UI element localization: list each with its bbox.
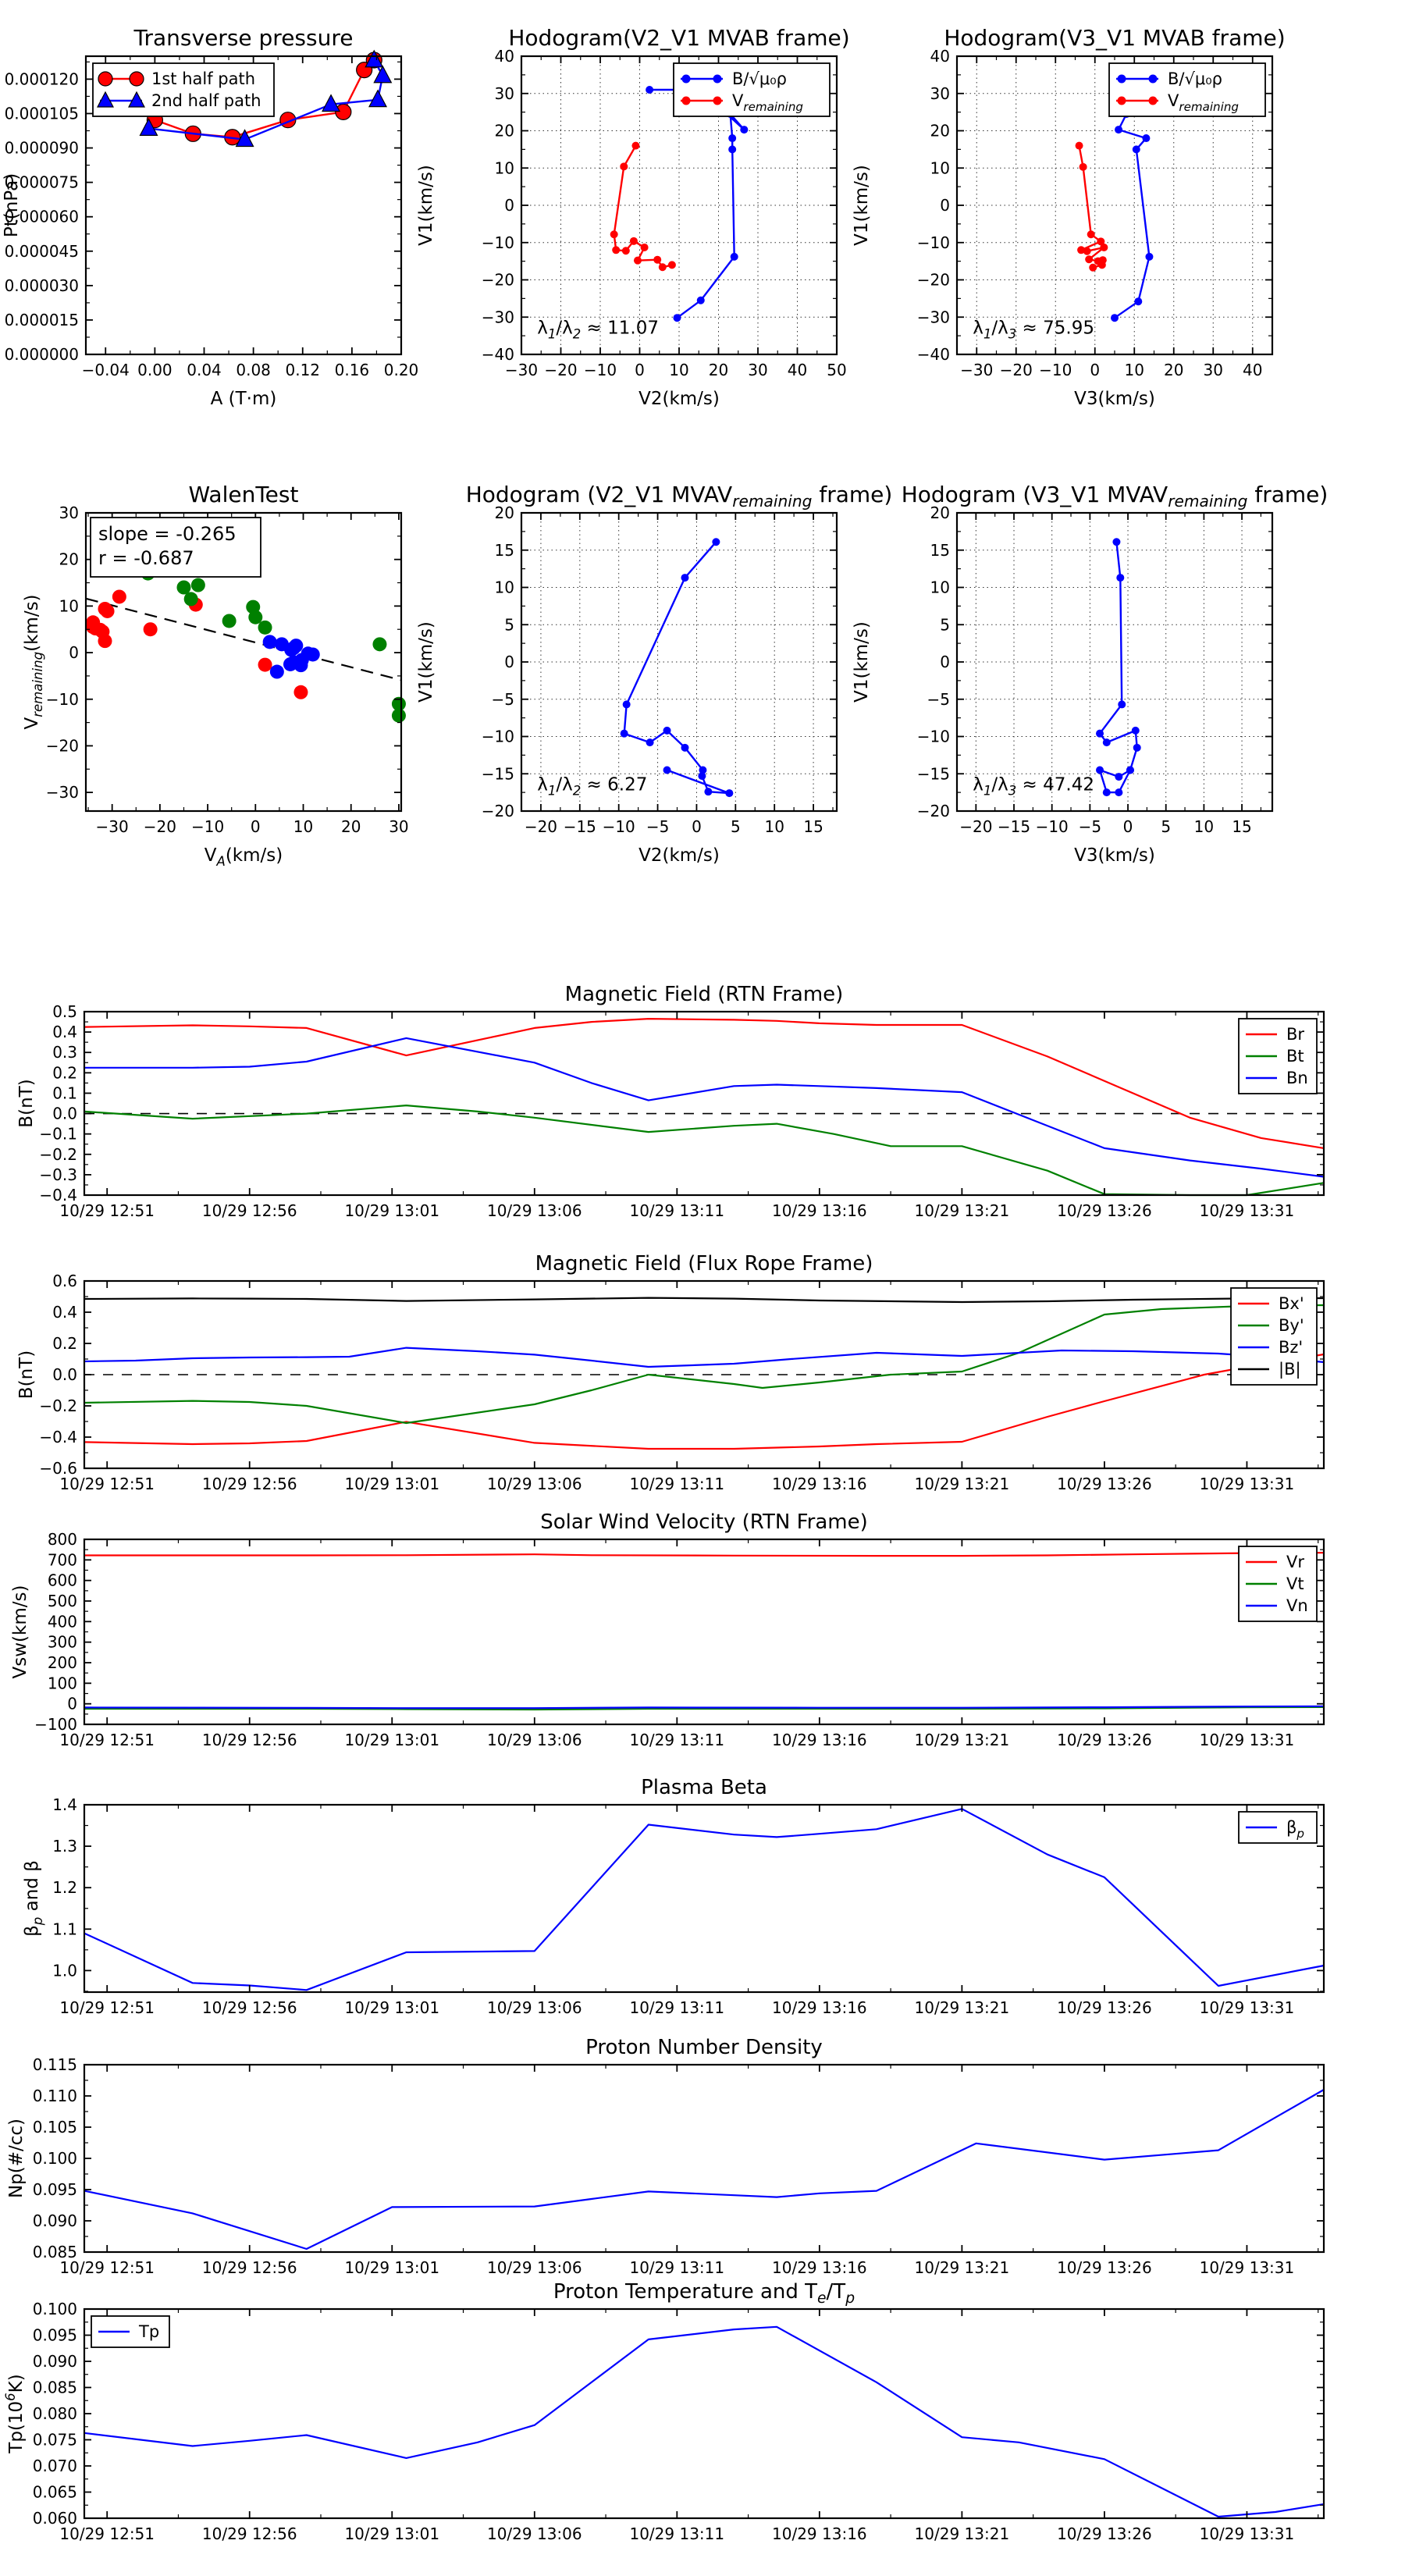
hodogram-v3v1-mvab-xtick: −20: [999, 361, 1033, 379]
hodogram-v3v1-mvav-ytick: −15: [916, 764, 950, 784]
transverse-pressure-xtick: 0.00: [137, 361, 173, 379]
magnetic-field-rtn-xtick: 10/29 12:51: [59, 1201, 155, 1220]
plasma-beta-xtick: 10/29 13:16: [772, 1998, 867, 2017]
hodogram-v2v1-mvav-ytick: 10: [494, 578, 514, 597]
solar-wind-velocity-ytick: −100: [34, 1715, 77, 1734]
magnetic-field-rtn-legend-label: Br: [1286, 1025, 1305, 1044]
plasma-beta-title: Plasma Beta: [641, 1776, 767, 1799]
hodogram-v3v1-mvav-xlabel: V3(km/s): [1074, 845, 1155, 866]
proton-temperature-legend: [91, 2316, 169, 2347]
hodogram-v3v1-mvav-title: Hodogram (V3_V1 $MVAV_{remaining}$ frame): [901, 482, 1329, 511]
hodogram-v2v1-mvab-series-v-remaining: [610, 142, 676, 272]
hodogram-v2v1-mvav-ytick: 15: [494, 540, 514, 560]
hodogram-v3v1-mvab-ylabel: V1(km/s): [852, 165, 872, 246]
proton-number-density-ytick: 0.100: [32, 2149, 77, 2168]
walen-test-xtick: 10: [293, 817, 314, 836]
walen-test-textbox-line: r = -0.687: [98, 547, 194, 569]
magnetic-field-fluxrope-ytick: −0.4: [39, 1428, 77, 1446]
solar-wind-velocity-xtick: 10/29 13:31: [1199, 1731, 1295, 1749]
magnetic-field-rtn-ytick: 0.0: [52, 1104, 77, 1123]
magnetic-field-rtn-ytick: 0.1: [52, 1083, 77, 1103]
transverse-pressure-ytick: 0.000030: [4, 276, 79, 295]
hodogram-v2v1-mvab-ytick: 40: [494, 47, 514, 66]
magnetic-field-rtn-ytick: 0.2: [52, 1063, 77, 1083]
proton-temperature-ytick: 0.090: [32, 2352, 77, 2371]
solar-wind-velocity-xtick: 10/29 13:01: [344, 1731, 440, 1749]
magnetic-field-rtn-xtick: 10/29 13:31: [1199, 1201, 1295, 1220]
walen-test-ytick: −10: [45, 689, 79, 709]
walen-test-xtick: 0: [250, 817, 261, 836]
solar-wind-velocity-legend-label: Vn: [1286, 1596, 1308, 1615]
walen-test-xtick: −30: [95, 817, 129, 836]
proton-temperature-xtick: 10/29 13:26: [1057, 2524, 1152, 2543]
magnetic-field-rtn-ytick: 0.4: [52, 1023, 77, 1042]
walen-test-xtick: 20: [341, 817, 361, 836]
solar-wind-velocity-title: Solar Wind Velocity (RTN Frame): [540, 1510, 868, 1534]
magnetic-field-fluxrope-xtick: 10/29 13:26: [1057, 1475, 1152, 1493]
proton-number-density-xtick: 10/29 12:56: [201, 2258, 297, 2277]
hodogram-v2v1-mvav-ytick: −20: [481, 802, 514, 820]
hodogram-v2v1-mvab-ytick: −20: [481, 270, 514, 290]
hodogram-v2v1-mvav-ylabel: V1(km/s): [416, 621, 436, 703]
transverse-pressure-xtick: 0.16: [334, 361, 370, 379]
magnetic-field-rtn-legend-label: Bt: [1286, 1047, 1304, 1066]
magnetic-field-fluxrope-legend-label: |B|: [1279, 1360, 1301, 1379]
hodogram-v2v1-mvav-ytick: −15: [481, 764, 514, 784]
hodogram-v3v1-mvab-xtick: 20: [1164, 361, 1184, 379]
hodogram-v3v1-mvav-ytick: −20: [916, 802, 950, 820]
hodogram-v2v1-mvab-xtick: 50: [827, 361, 847, 379]
proton-number-density-ytick: 0.115: [32, 2055, 77, 2074]
proton-number-density-xtick: 10/29 13:06: [486, 2258, 582, 2277]
transverse-pressure-xtick: 0.04: [187, 361, 222, 379]
hodogram-v2v1-mvab-annotation: $\lambda_1/\lambda_2 \approx 11.07$: [537, 318, 660, 342]
proton-temperature-ytick: 0.095: [32, 2325, 77, 2345]
transverse-pressure-xtick: 0.20: [383, 361, 419, 379]
proton-number-density-ytick: 0.090: [32, 2211, 77, 2230]
hodogram-v3v1-mvab-ytick: −40: [916, 345, 950, 364]
transverse-pressure-xtick: −0.04: [81, 361, 130, 379]
hodogram-v2v1-mvav-xlabel: V2(km/s): [638, 845, 720, 866]
solar-wind-velocity-ylabel: Vsw(km/s): [10, 1585, 30, 1679]
hodogram-v3v1-mvab-ytick: −30: [916, 308, 950, 327]
hodogram-v2v1-mvav-xtick: 10: [764, 817, 784, 836]
magnetic-field-fluxrope-ytick: −0.6: [39, 1459, 77, 1478]
magnetic-field-rtn-xtick: 10/29 13:11: [629, 1201, 725, 1220]
walen-test-ytick: 0: [69, 643, 79, 663]
hodogram-v2v1-mvav-ytick: 20: [494, 503, 514, 522]
solar-wind-velocity-series-vr: [84, 1553, 1324, 1556]
hodogram-v2v1-mvab-ytick: −10: [481, 233, 514, 252]
hodogram-v3v1-mvab-ytick: −10: [916, 233, 950, 252]
hodogram-v2v1-mvav-xtick: 5: [730, 817, 741, 836]
magnetic-field-rtn-ylabel: B(nT): [16, 1079, 37, 1128]
hodogram-v3v1-mvav-ylabel: V1(km/s): [852, 621, 872, 703]
magnetic-field-rtn-ytick: 0.5: [52, 1002, 77, 1021]
proton-number-density-ytick: 0.110: [32, 2087, 77, 2105]
hodogram-v3v1-mvav-series-v-hodogram: [1096, 538, 1141, 796]
magnetic-field-fluxrope-title: Magnetic Field (Flux Rope Frame): [535, 1252, 873, 1276]
proton-temperature-xtick: 10/29 13:01: [344, 2524, 440, 2543]
hodogram-v3v1-mvab-ytick: 40: [930, 47, 950, 66]
magnetic-field-fluxrope-xtick: 10/29 13:31: [1199, 1475, 1295, 1493]
walen-test-ytick: 10: [59, 596, 79, 616]
hodogram-v2v1-mvab-xlabel: V2(km/s): [638, 389, 720, 409]
transverse-pressure-ytick: 0.000075: [4, 173, 79, 192]
transverse-pressure-ytick: 0.000000: [4, 345, 79, 364]
solar-wind-velocity-ytick: 200: [47, 1653, 77, 1672]
hodogram-v3v1-mvav-xtick: −20: [959, 817, 993, 836]
proton-temperature-ytick: 0.080: [32, 2404, 77, 2423]
hodogram-v3v1-mvav-xtick: 10: [1193, 817, 1215, 836]
hodogram-v3v1-mvab-xlabel: V3(km/s): [1074, 389, 1155, 409]
hodogram-v2v1-mvab-legend: [674, 63, 830, 116]
solar-wind-velocity-xtick: 10/29 13:06: [486, 1731, 582, 1749]
magnetic-field-fluxrope-legend: [1231, 1288, 1317, 1385]
solar-wind-velocity-xtick: 10/29 13:26: [1057, 1731, 1152, 1749]
proton-temperature-ytick: 0.085: [32, 2378, 77, 2397]
walen-test-ytick: −20: [45, 736, 79, 756]
proton-temperature-series-tp: [84, 2327, 1324, 2517]
solar-wind-velocity-legend-label: Vr: [1286, 1553, 1304, 1571]
solar-wind-velocity-ytick: 0: [67, 1694, 77, 1713]
plasma-beta-xtick: 10/29 13:01: [344, 1998, 440, 2017]
hodogram-v2v1-mvav-series-v-hodogram: [621, 538, 734, 797]
hodogram-v2v1-mvab-title: Hodogram(V2_V1 MVAB frame): [508, 25, 850, 51]
hodogram-v2v1-mvab-xtick: −30: [504, 361, 539, 379]
hodogram-v3v1-mvav-ytick: −10: [916, 727, 950, 746]
solar-wind-velocity-ytick: 600: [47, 1571, 77, 1590]
hodogram-v2v1-mvav-plot: [416, 482, 892, 866]
plasma-beta-ytick: 1.1: [52, 1920, 77, 1939]
hodogram-v2v1-mvav-xtick: −15: [563, 817, 596, 836]
transverse-pressure-plot: [2, 25, 418, 409]
magnetic-field-rtn-plot: [16, 983, 1324, 1220]
magnetic-field-rtn-ytick: −0.2: [39, 1144, 77, 1164]
plasma-beta-xtick: 10/29 12:51: [59, 1998, 155, 2017]
hodogram-v2v1-mvab-xtick: 30: [748, 361, 768, 379]
magnetic-field-fluxrope-legend-label: Bz': [1279, 1338, 1304, 1357]
magnetic-field-rtn-legend: [1239, 1019, 1317, 1094]
hodogram-v3v1-mvab-title: Hodogram(V3_V1 MVAB frame): [944, 25, 1286, 51]
hodogram-v2v1-mvav-ytick: −10: [481, 727, 514, 746]
walen-test-ylabel: $V_{remaining}(km/s)$: [22, 594, 45, 730]
solar-wind-velocity-ytick: 100: [47, 1674, 77, 1693]
magnetic-field-rtn-xtick: 10/29 13:06: [486, 1201, 582, 1220]
solar-wind-velocity-xtick: 10/29 12:56: [201, 1731, 297, 1749]
hodogram-v2v1-mvab-ytick: 10: [494, 158, 514, 178]
magnetic-field-fluxrope-xtick: 10/29 13:11: [629, 1475, 725, 1493]
transverse-pressure-legend-label: 2nd half path: [151, 91, 261, 110]
magnetic-field-rtn-series-bn: [84, 1038, 1324, 1177]
hodogram-v3v1-mvav-xtick: −5: [1078, 817, 1102, 836]
magnetic-field-rtn-xtick: 10/29 12:56: [201, 1201, 297, 1220]
plasma-beta-ylabel: $\beta_p$ and β: [22, 1860, 45, 1937]
solar-wind-velocity-ytick: 500: [47, 1592, 77, 1610]
proton-number-density-ytick: 0.105: [32, 2118, 77, 2137]
magnetic-field-fluxrope-ylabel: B(nT): [16, 1350, 37, 1400]
magnetic-field-rtn-ytick: −0.4: [39, 1186, 77, 1204]
hodogram-v2v1-mvab-ytick: 0: [504, 196, 514, 215]
plasma-beta-ytick: 1.2: [52, 1878, 77, 1898]
solar-wind-velocity-xtick: 10/29 13:11: [629, 1731, 725, 1749]
magnetic-field-rtn-title: Magnetic Field (RTN Frame): [564, 983, 844, 1006]
solar-wind-velocity-ytick: 300: [47, 1632, 77, 1652]
hodogram-v3v1-mvav-xtick: 0: [1122, 817, 1133, 836]
solar-wind-velocity-xtick: 10/29 12:51: [59, 1731, 155, 1749]
walen-test-xtick: 30: [389, 817, 409, 836]
solar-wind-velocity-ytick: 400: [47, 1612, 77, 1631]
hodogram-v3v1-mvab-ytick: −20: [916, 270, 950, 290]
hodogram-v3v1-mvab-xtick: 40: [1243, 361, 1263, 379]
hodogram-v3v1-mvab-xtick: −30: [960, 361, 994, 379]
transverse-pressure-xtick: 0.08: [236, 361, 271, 379]
plasma-beta-xtick: 10/29 13:31: [1199, 1998, 1295, 2017]
plasma-beta-ytick: 1.3: [52, 1837, 77, 1856]
proton-number-density-xtick: 10/29 13:01: [344, 2258, 440, 2277]
plasma-beta-xtick: 10/29 12:56: [201, 1998, 297, 2017]
hodogram-v2v1-mvab-ytick: 20: [494, 121, 514, 141]
plasma-beta-series-beta-p: [84, 1809, 1324, 1990]
proton-temperature-ytick: 0.100: [32, 2300, 77, 2318]
proton-number-density-ylabel: Np(#/cc): [6, 2118, 27, 2199]
hodogram-v2v1-mvab-plot: [416, 25, 850, 409]
magnetic-field-fluxrope-xtick: 10/29 12:56: [201, 1475, 297, 1493]
walen-test-ytick: −30: [45, 783, 79, 802]
hodogram-v3v1-mvav-ytick: 15: [930, 540, 950, 560]
plasma-beta-plot: [22, 1776, 1324, 2017]
transverse-pressure-legend: [93, 63, 274, 116]
hodogram-v3v1-mvab-xtick: 30: [1203, 361, 1223, 379]
transverse-pressure-ytick: 0.000015: [4, 310, 79, 329]
hodogram-v2v1-mvav-xtick: 15: [803, 817, 823, 836]
hodogram-v2v1-mvav-title: Hodogram (V2_V1 $MVAV_{remaining}$ frame): [465, 482, 893, 511]
proton-temperature-xtick: 10/29 13:21: [914, 2524, 1010, 2543]
transverse-pressure-ytick: 0.000105: [4, 104, 79, 123]
hodogram-v2v1-mvab-xtick: 40: [787, 361, 808, 379]
magnetic-field-rtn-ytick: 0.3: [52, 1043, 77, 1062]
hodogram-v2v1-mvab-ylabel: V1(km/s): [416, 165, 436, 246]
walen-test-xlabel: $V_A(km/s)$: [204, 845, 283, 869]
proton-temperature-legend-label: Tp: [139, 2322, 160, 2341]
hodogram-v3v1-mvav-annotation: $\lambda_1/\lambda_3 \approx 47.42$: [973, 774, 1095, 799]
magnetic-field-fluxrope-ytick: 0.2: [52, 1334, 77, 1353]
proton-temperature-ytick: 0.070: [32, 2457, 77, 2475]
magnetic-field-rtn-xtick: 10/29 13:01: [344, 1201, 440, 1220]
plasma-beta-ytick: 1.0: [52, 1961, 77, 1980]
proton-temperature-title: Proton Temperature and $T_e/T_p$: [553, 2280, 855, 2307]
magnetic-field-rtn-xtick: 10/29 13:21: [914, 1201, 1010, 1220]
proton-number-density-ytick: 0.095: [32, 2180, 77, 2199]
hodogram-v2v1-mvab-ytick: −40: [481, 345, 514, 364]
transverse-pressure-ytick: 0.000045: [4, 241, 79, 261]
magnetic-field-rtn-legend-label: Bn: [1286, 1069, 1308, 1087]
hodogram-v3v1-mvab-series-b-: [1111, 86, 1153, 322]
magnetic-field-fluxrope-xtick: 10/29 13:01: [344, 1475, 440, 1493]
magnetic-field-fluxrope-legend-label: By': [1279, 1316, 1304, 1335]
hodogram-v2v1-mvab-xtick: 10: [669, 361, 689, 379]
transverse-pressure-ytick: 0.000120: [4, 69, 79, 89]
walen-test-title: WalenTest: [188, 482, 299, 507]
transverse-pressure-xtick: 0.12: [285, 361, 321, 379]
magnetic-field-fluxrope-xtick: 10/29 13:06: [486, 1475, 582, 1493]
magnetic-field-fluxrope-plot: [16, 1252, 1324, 1493]
proton-temperature-ylabel: $Tp(10^6K)$: [3, 2374, 27, 2453]
transverse-pressure-xlabel: A (T·m): [210, 389, 277, 409]
hodogram-v3v1-mvab-plot: [852, 25, 1286, 409]
proton-temperature-ytick: 0.065: [32, 2482, 77, 2502]
solar-wind-velocity-legend-label: Vt: [1286, 1574, 1304, 1593]
hodogram-v3v1-mvab-ytick: 0: [940, 196, 950, 215]
proton-temperature-xtick: 10/29 13:16: [772, 2524, 867, 2543]
hodogram-v3v1-mvav-ytick: −5: [927, 689, 950, 709]
transverse-pressure-ytick: 0.000090: [4, 138, 79, 158]
hodogram-v2v1-mvab-legend-label: $V_{remaining}$: [732, 91, 803, 114]
hodogram-v2v1-mvav-xtick: −10: [602, 817, 635, 836]
magnetic-field-fluxrope-series-bz-: [84, 1348, 1324, 1367]
proton-number-density-xtick: 10/29 13:16: [772, 2258, 867, 2277]
proton-temperature-xtick: 10/29 13:11: [629, 2524, 725, 2543]
hodogram-v3v1-mvab-xtick: 0: [1090, 361, 1101, 379]
hodogram-v2v1-mvav-xtick: −5: [646, 817, 670, 836]
solar-wind-velocity-plot: [10, 1510, 1324, 1749]
proton-number-density-xtick: 10/29 12:51: [59, 2258, 155, 2277]
walen-test-ytick: 30: [59, 503, 79, 522]
hodogram-v3v1-mvav-ytick: 0: [940, 653, 950, 671]
plasma-beta-legend: [1239, 1812, 1317, 1843]
magnetic-field-rtn-series-bt: [84, 1105, 1324, 1195]
proton-number-density-xtick: 10/29 13:21: [914, 2258, 1010, 2277]
proton-number-density-xtick: 10/29 13:11: [629, 2258, 725, 2277]
proton-temperature-ytick: 0.060: [32, 2509, 77, 2528]
hodogram-v2v1-mvab-xtick: 0: [635, 361, 645, 379]
magnetic-field-rtn-ytick: −0.3: [39, 1165, 77, 1184]
hodogram-v3v1-mvav-xtick: −15: [997, 817, 1031, 836]
hodogram-v2v1-mvab-xtick: 20: [708, 361, 729, 379]
walen-test-xtick: −20: [143, 817, 176, 836]
hodogram-v3v1-mvab-annotation: $\lambda_1/\lambda_3 \approx 75.95$: [973, 318, 1095, 342]
proton-number-density-ytick: 0.085: [32, 2243, 77, 2261]
proton-temperature-xtick: 10/29 12:56: [201, 2524, 297, 2543]
plasma-beta-xtick: 10/29 13:26: [1057, 1998, 1152, 2017]
hodogram-v2v1-mvab-legend-label: B/√μ₀ρ: [732, 69, 787, 88]
magnetic-field-rtn-xtick: 10/29 13:16: [772, 1201, 867, 1220]
magnetic-field-rtn-xtick: 10/29 13:26: [1057, 1201, 1152, 1220]
transverse-pressure-title: Transverse pressure: [133, 25, 354, 51]
plasma-beta-ytick: 1.4: [52, 1795, 77, 1814]
hodogram-v3v1-mvab-legend-label: B/√μ₀ρ: [1168, 69, 1222, 88]
magnetic-field-fluxrope-ytick: 0.6: [52, 1272, 77, 1290]
hodogram-v3v1-mvab-series-v-remaining: [1076, 142, 1108, 272]
hodogram-v3v1-mvav-xtick: 15: [1232, 817, 1252, 836]
hodogram-v3v1-mvav-ytick: 5: [940, 615, 950, 635]
walen-test-xtick: −10: [190, 817, 225, 836]
magnetic-field-fluxrope-ytick: −0.2: [39, 1397, 77, 1415]
proton-temperature-plot: [3, 2280, 1324, 2543]
hodogram-v2v1-mvav-xtick: −20: [524, 817, 558, 836]
proton-temperature-ytick: 0.075: [32, 2430, 77, 2450]
plasma-beta-xtick: 10/29 13:21: [914, 1998, 1010, 2017]
solar-wind-velocity-legend: [1239, 1546, 1317, 1621]
proton-number-density-plot: [6, 2036, 1324, 2277]
proton-number-density-series-np: [84, 2090, 1324, 2249]
walen-test-series-blue-points: [263, 635, 320, 678]
hodogram-v2v1-mvav-ytick: −5: [491, 689, 514, 709]
walen-test-textbox-line: slope = -0.265: [98, 523, 237, 545]
magnetic-field-rtn-ytick: −0.1: [39, 1124, 77, 1144]
hodogram-v3v1-mvab-ytick: 20: [930, 121, 950, 141]
magnetic-field-fluxrope-series--b-: [84, 1298, 1324, 1302]
solar-wind-velocity-series-vn: [84, 1706, 1324, 1708]
hodogram-v3v1-mvab-legend-label: $V_{remaining}$: [1168, 91, 1239, 114]
walen-test-plot: [22, 482, 409, 869]
hodogram-v2v1-mvav-ytick: 0: [504, 653, 514, 671]
solar-wind-velocity-xtick: 10/29 13:16: [772, 1731, 867, 1749]
hodogram-v3v1-mvav-xtick: −10: [1035, 817, 1069, 836]
hodogram-v3v1-mvab-legend: [1109, 63, 1265, 116]
magnetic-field-fluxrope-series-bx-: [84, 1354, 1324, 1449]
plasma-beta-xtick: 10/29 13:11: [629, 1998, 725, 2017]
hodogram-v2v1-mvav-annotation: $\lambda_1/\lambda_2 \approx 6.27$: [537, 774, 648, 799]
hodogram-v3v1-mvab-xtick: −10: [1039, 361, 1072, 379]
solar-wind-velocity-xtick: 10/29 13:21: [914, 1731, 1010, 1749]
hodogram-v3v1-mvab-ytick: 10: [930, 158, 950, 178]
magnetic-field-fluxrope-legend-label: Bx': [1279, 1294, 1304, 1313]
hodogram-v3v1-mvab-ytick: 30: [930, 84, 950, 103]
magnetic-field-fluxrope-xtick: 10/29 13:21: [914, 1475, 1010, 1493]
magnetic-field-fluxrope-ytick: 0.4: [52, 1303, 77, 1322]
magnetic-field-fluxrope-ytick: 0.0: [52, 1365, 77, 1384]
proton-temperature-xtick: 10/29 13:06: [486, 2524, 582, 2543]
solar-wind-velocity-ytick: 700: [47, 1550, 77, 1570]
magnetic-field-fluxrope-xtick: 10/29 13:16: [772, 1475, 867, 1493]
proton-number-density-xtick: 10/29 13:31: [1199, 2258, 1295, 2277]
proton-number-density-title: Proton Number Density: [585, 2036, 823, 2059]
hodogram-v2v1-mvav-ytick: 5: [504, 615, 514, 635]
hodogram-v2v1-mvav-xtick: 0: [692, 817, 702, 836]
hodogram-v3v1-mvav-ytick: 20: [930, 503, 950, 522]
hodogram-v2v1-mvab-ytick: 30: [494, 84, 514, 103]
plasma-beta-legend-label: $\beta_p$: [1286, 1818, 1304, 1841]
plasma-beta-xtick: 10/29 13:06: [486, 1998, 582, 2017]
hodogram-v2v1-mvab-series-b-: [646, 86, 748, 322]
hodogram-v3v1-mvab-xtick: 10: [1124, 361, 1144, 379]
hodogram-v3v1-mvav-xtick: 5: [1161, 817, 1172, 836]
hodogram-v2v1-mvab-xtick: −20: [544, 361, 578, 379]
transverse-pressure-ylabel: Pt(nPa): [2, 173, 22, 238]
proton-temperature-xtick: 10/29 12:51: [59, 2524, 155, 2543]
hodogram-v2v1-mvab-ytick: −30: [481, 308, 514, 327]
magnetic-field-fluxrope-xtick: 10/29 12:51: [59, 1475, 155, 1493]
walen-test-ytick: 20: [59, 550, 79, 569]
proton-temperature-xtick: 10/29 13:31: [1199, 2524, 1295, 2543]
proton-number-density-xtick: 10/29 13:26: [1057, 2258, 1152, 2277]
hodogram-v3v1-mvav-ytick: 10: [930, 578, 950, 597]
hodogram-v2v1-mvab-xtick: −10: [583, 361, 617, 379]
transverse-pressure-legend-label: 1st half path: [151, 69, 256, 88]
hodogram-v3v1-mvav-plot: [852, 482, 1328, 866]
transverse-pressure-ytick: 0.000060: [4, 207, 79, 226]
solar-wind-velocity-ytick: 800: [47, 1530, 77, 1549]
